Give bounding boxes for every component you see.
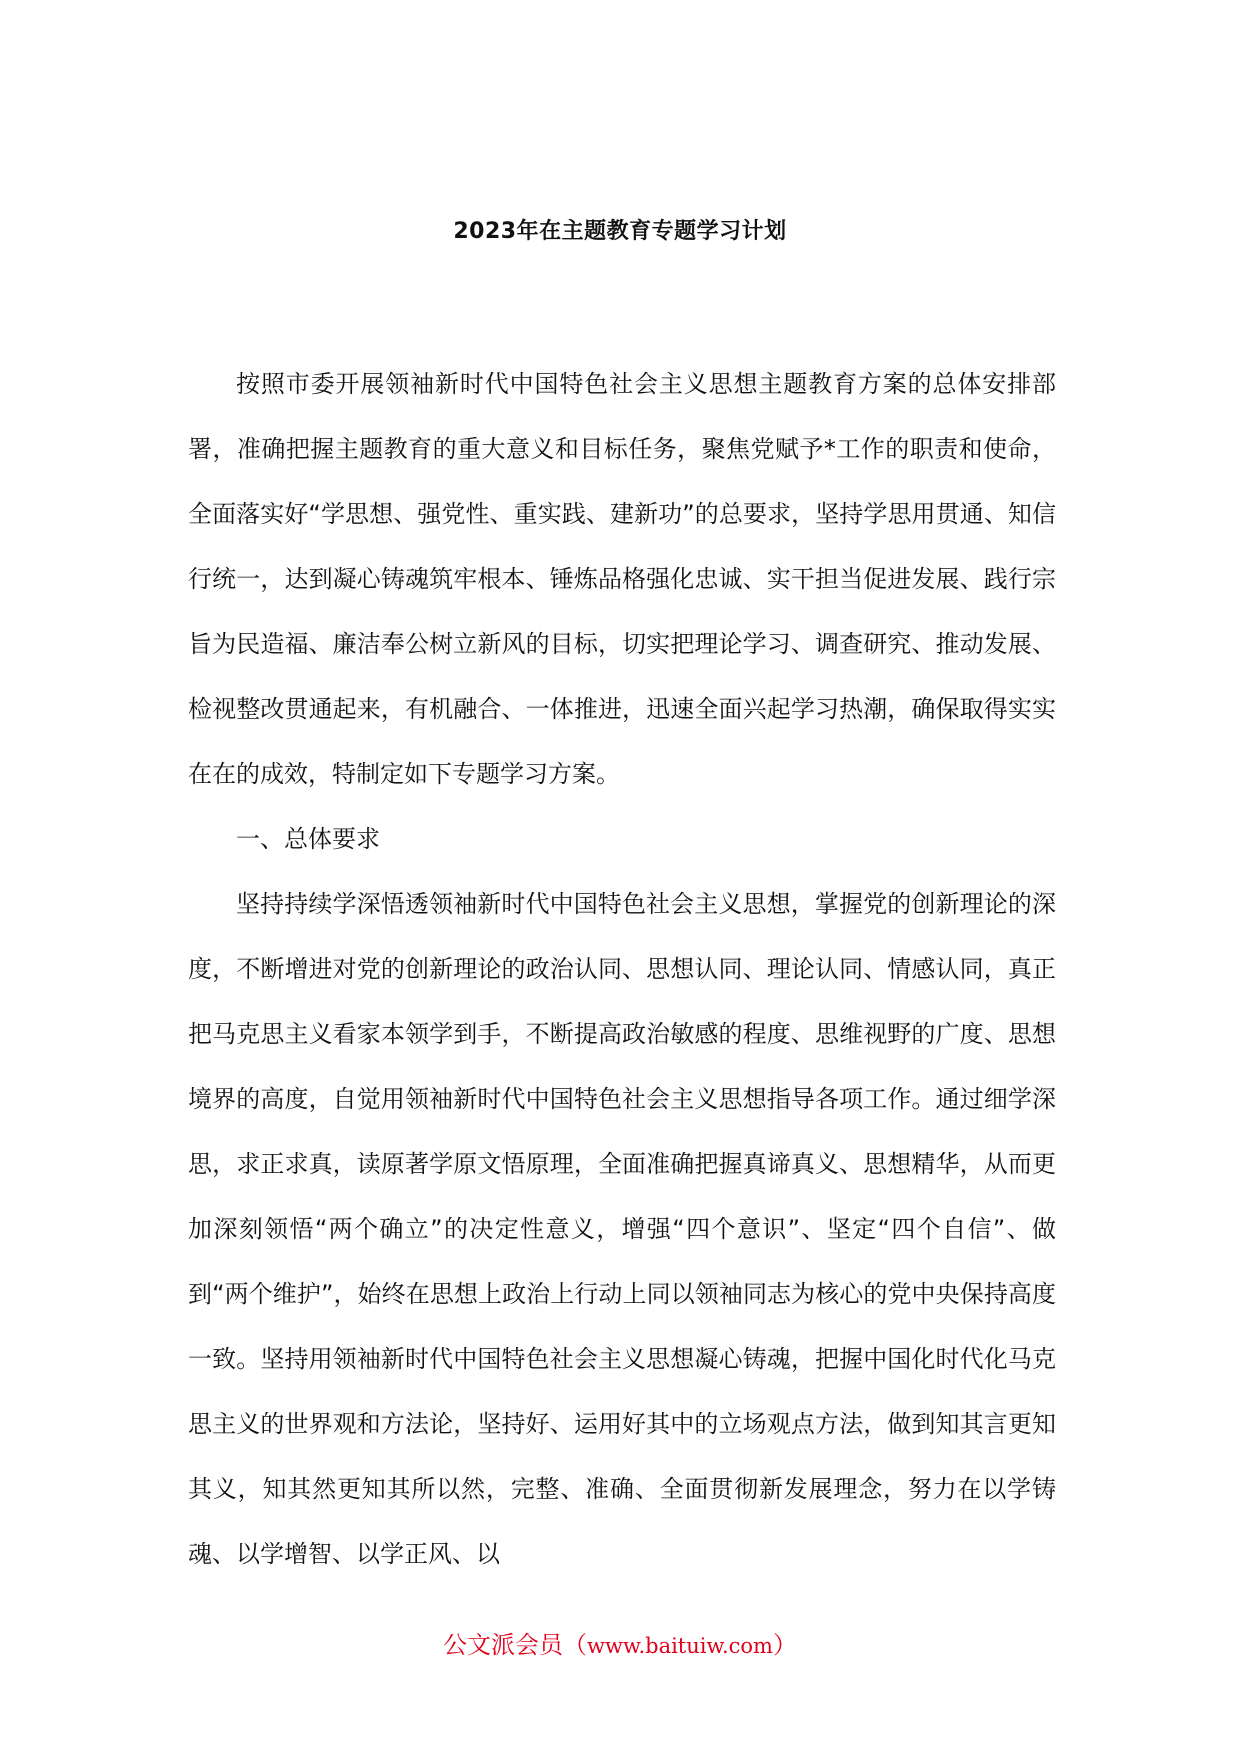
footer-url[interactable]: www.baituiw.com bbox=[587, 1634, 773, 1658]
section-heading: 一、总体要求 bbox=[236, 825, 380, 853]
intro-paragraph: 按照市委开展领袖新时代中国特色社会主义思想主题教育方案的总体安排部署，准确把握主题教育的重大意义和目标任务，聚焦党赋予*工作的职责和使命，全面落实好“学思想、强党性、重实践、建新功”的总要求，坚持学思用贯通、知信行统一，达到凝心铸魂筑牢根本、锤炼品格强化忠诚、实干担当促进发展、践行宗旨为民造福、廉洁奉公树立新风的目标，切实把理论学习、调查研究、推动发展、检视整改贯通起来，有机融合、一体推进，迅速全面兴起学习热潮，确保取得实实在在的成效，特制定如下专题学习方案。 bbox=[188, 370, 1056, 788]
footer-watermark bbox=[0, 1625, 1240, 1660]
footer-label: 公文派会员（ bbox=[443, 1631, 588, 1659]
document-body bbox=[188, 352, 1056, 1587]
document-title: 2023年在主题教育专题学习计划 bbox=[453, 219, 787, 244]
footer-close: ） bbox=[772, 1631, 797, 1659]
section-paragraph: 坚持持续学深悟透领袖新时代中国特色社会主义思想，掌握党的创新理论的深度，不断增进对党的创新理论的政治认同、思想认同、理论认同、情感认同，真正把马克思主义看家本领学到手，不断提高政治敏感的程度、思维视野的广度、思想境界的高度，自觉用领袖新时代中国特色社会主义思想指导各项工作。通过细学深思，求正求真，读原著学原文悟原理，全面准确把握真谛真义、思想精华，从而更加深刻领悟“两个确立”的决定性意义，增强“四个意识”、坚定“四个自信”、做到“两个维护”，始终在思想上政治上行动上同以领袖同志为核心的党中央保持高度一致。坚持用领袖新时代中国特色社会主义思想凝心铸魂，把握中国化时代化马克思主义的世界观和方法论，坚持好、运用好其中的立场观点方法，做到知其言更知其义，知其然更知其所以然，完整、准确、全面贯彻新发展理念，努力在以学铸魂、以学增智、以学正风、以 bbox=[188, 890, 1056, 1568]
